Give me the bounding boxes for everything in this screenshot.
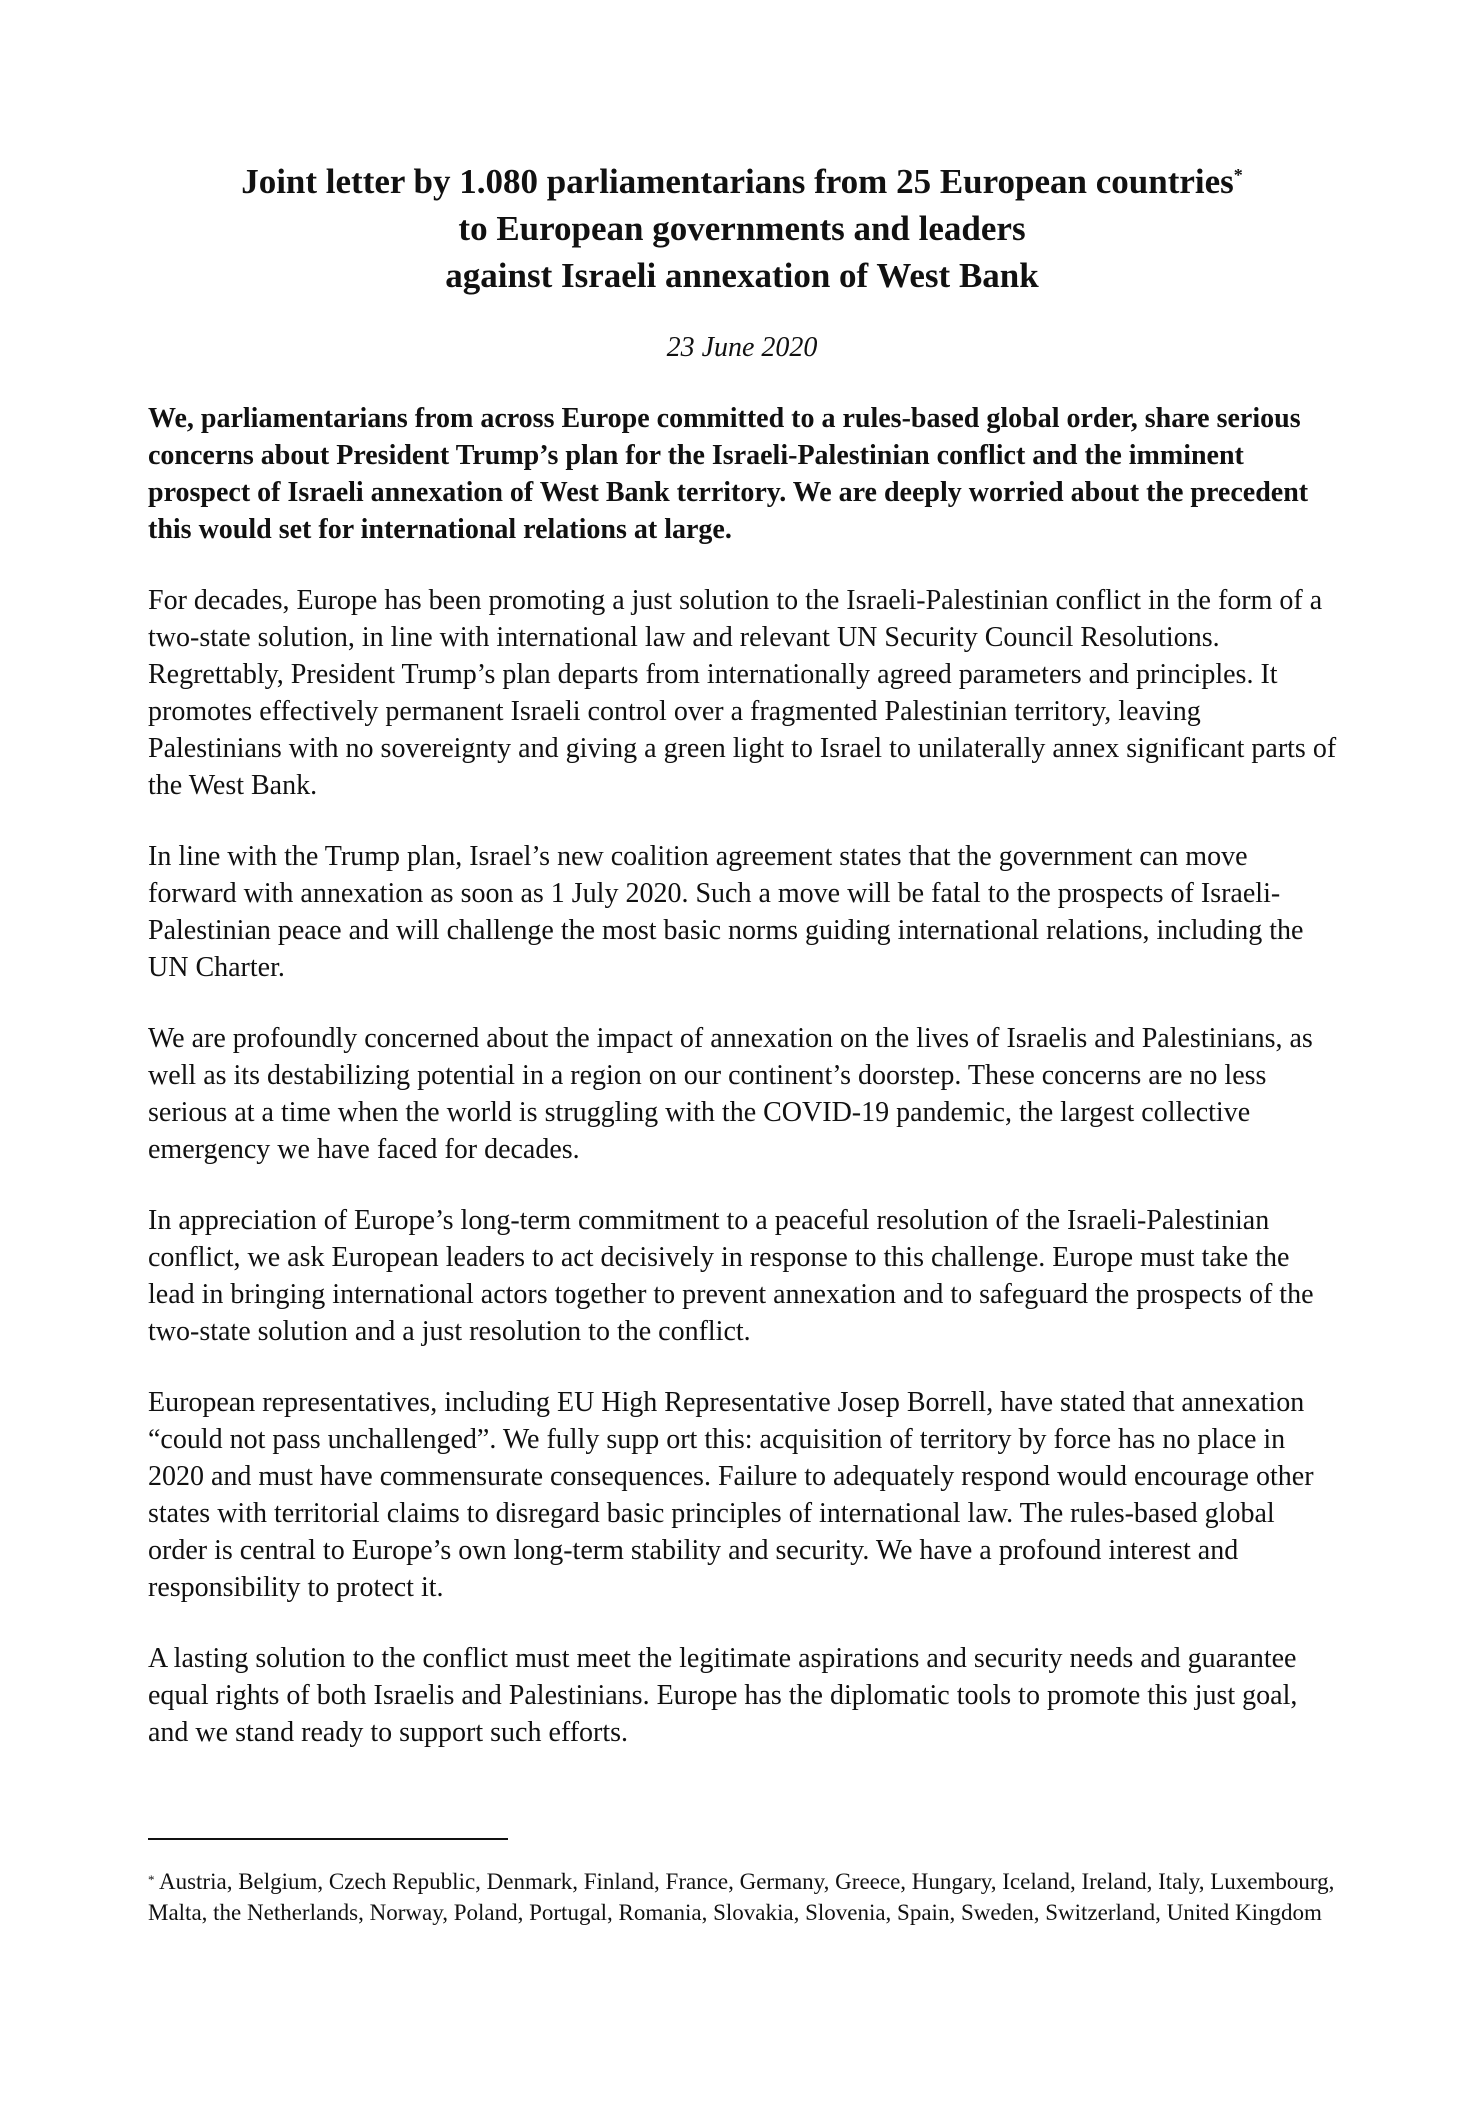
footnote-divider — [148, 1838, 508, 1840]
lead-paragraph: We, parliamentarians from across Europe committed to a rules-based global order, share serious concerns about President Trump’s plan for the Israeli-Palestinian conflict and the imminent prospect of Israeli annexation of West Bank territory. We are deeply worried about the precedent this would set for international relations at large. — [148, 403, 1309, 545]
body-paragraph: In appreciation of Europe’s long-term commitment to a peaceful resolution of the Israeli-Palestinian conflict, we ask European leaders to act decisively in response to this challenge. Europe must take the lead in bringing international actors together to prevent annexation and to safeguard the prospects of the two-state solution and a just resolution to the conflict. — [148, 1205, 1314, 1347]
footnote-text: Austria, Belgium, Czech Republic, Denmark, Finland, France, Germany, Greece, Hungary, Iceland, Ireland, Italy, Luxembourg, Malta, the Netherlands, Norway, Poland, Portugal, Romania, Slovakia, Slovenia, Spain, Sweden, Switzerland, United Kingdom — [148, 1869, 1335, 1925]
body-paragraph: A lasting solution to the conflict must meet the legitimate aspirations and security needs and guarantee equal rights of both Israelis and Palestinians. Europe has the diplomatic tools to promote this just goal, and we stand ready to support such efforts. — [148, 1643, 1298, 1748]
footnote-marker: * — [1233, 165, 1243, 185]
letter-title — [140, 158, 1344, 299]
footnote — [148, 1866, 1344, 1928]
title-line-3: against Israeli annexation of West Bank — [445, 256, 1039, 295]
title-line-1-text: Joint letter by 1.080 parliamentarians from 25 European countries — [241, 162, 1234, 201]
title-line-2: to European governments and leaders — [458, 209, 1026, 248]
letter-body — [148, 400, 1340, 1785]
title-line-1 — [140, 158, 1344, 205]
body-paragraph: European representatives, including EU High Representative Josep Borrell, have stated that annexation “could not pass unchallenged”. We fully supp ort this: acquisition of territory by force has no place in 2020 and must have commensurate consequences. Failure to adequately respond would encourage other states with territorial claims to disregard basic principles of international law. The rules-based global order is central to Europe’s own long-term stability and security. We have a profound interest and responsibility to protect it. — [148, 1387, 1314, 1603]
body-paragraph: In line with the Trump plan, Israel’s new coalition agreement states that the government can move forward with annexation as soon as 1 July 2020. Such a move will be fatal to the prospects of Israeli- Palestinian peace and will challenge the most basic norms guiding international relations, including the UN Charter. — [148, 841, 1304, 983]
body-paragraph: We are profoundly concerned about the impact of annexation on the lives of Israelis and Palestinians, as well as its destabilizing potential in a region on our continent’s doorstep. These concerns are no less serious at a time when the world is struggling with the COVID-19 pandemic, the largest collective emergency we have faced for decades. — [148, 1023, 1313, 1165]
letter-date: 23 June 2020 — [666, 332, 818, 363]
body-paragraph: For decades, Europe has been promoting a just solution to the Israeli-Palestinian conflict in the form of a two-state solution, in line with international law and relevant UN Security Council Resolutions. Regrettably, President Trump’s plan departs from internationally agreed parameters and principles. It promotes effectively permanent Israeli control over a fragmented Palestinian territory, leaving Palestinians with no sovereignty and giving a green light to Israel to unilaterally annex significant parts of the West Bank. — [148, 585, 1337, 801]
footnote-marker: * — [148, 1872, 155, 1887]
